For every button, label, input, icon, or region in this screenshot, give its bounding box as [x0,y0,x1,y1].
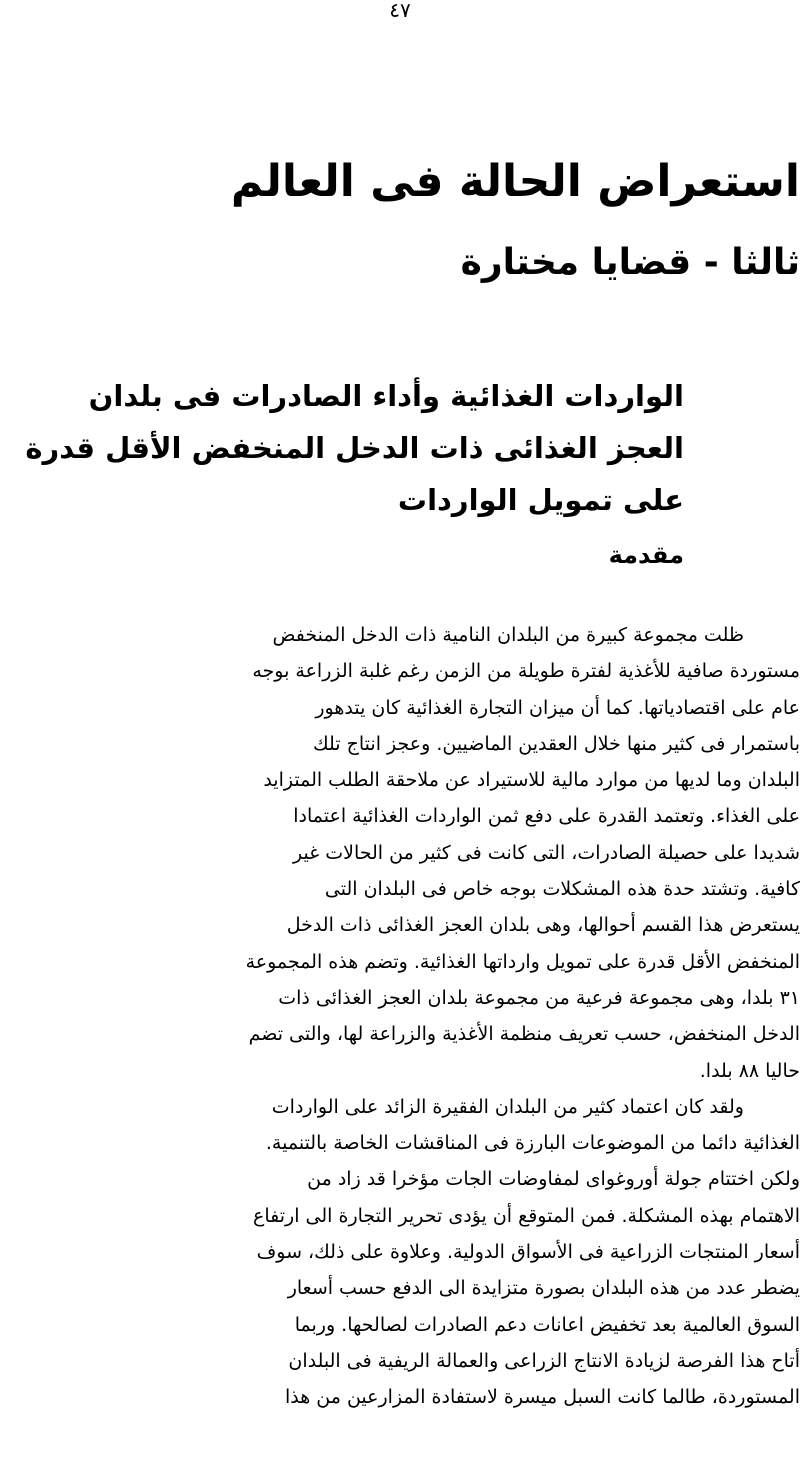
body-text [0,617,800,1416]
text-line: شديدا على حصيلة الصادرات، التى كانت فى كثير من الحالات غير [293,841,800,864]
text-line: عام على اقتصادياتها. كما أن ميزان التجارة الغذائية كان يتدهور [315,696,800,719]
text-line: ٣١ بلدا، وهى مجموعة فرعية من مجموعة بلدان العجز الغذائى ذات [278,986,800,1009]
text-line: المستوردة، طالما كانت السبل ميسرة لاستفادة المزارعين من هذا [284,1386,800,1409]
text-line: المنخفض الأقل قدرة على تمويل وارداتها الغذائية. وتضم هذه المجموعة [245,950,800,973]
text-line: البلدان وما لديها من موارد مالية للاستيراد عن ملاحقة الطلب المتزايد [263,769,800,792]
text-line: السوق العالمية بعد تخفيض اعانات دعم الصادرات لصالحها. وربما [294,1313,800,1336]
paragraph-first-line: ظلت مجموعة كبيرة من البلدان النامية ذات الدخل المنخفض [272,624,744,646]
text-line: الغذائية دائما من الموضوعات البارزة فى المناقشات الخاصة بالتنمية. [265,1132,800,1155]
text-line: يضطر عدد من هذه البلدان بصورة متزايدة الى الدفع حسب أسعار [287,1277,800,1300]
article-title-line: على تمويل الواردات [397,483,684,517]
paragraph-first-line: ولقد كان اعتماد كثير من البلدان الفقيرة الزائد على الواردات [271,1095,744,1118]
text-line: يستعرض هذا القسم أحوالها، وهى بلدان العجز الغذائى ذات الدخل [286,914,800,937]
article-title-line: العجز الغذائى ذات الدخل المنخفض الأقل قدرة [25,431,684,465]
intro-heading: مقدمة [608,541,684,569]
section-title: استعراض الحالة فى العالم [230,156,800,207]
text-line: ولكن اختتام جولة أوروغواى لمفاوضات الجات مؤخرا قد زاد من [307,1168,800,1191]
text-line: أسعار المنتجات الزراعية فى الأسواق الدولية. وعلاوة على ذلك، سوف [256,1241,800,1264]
article-title [25,370,684,526]
article-title-line: الواردات الغذائية وأداء الصادرات فى بلدان [88,379,684,413]
subsection-title: ثالثا - قضايا مختارة [460,242,800,283]
text-line: الاهتمام بهذه المشكلة. فمن المتوقع أن يؤدى تحرير التجارة الى ارتفاع [253,1204,800,1227]
text-line: على الغذاء. وتعتمد القدرة على دفع ثمن الواردات الغذائية اعتمادا [293,805,800,828]
text-line: مستوردة صافية للأغذية لفترة طويلة من الزمن رغم غلبة الزراعة بوجه [252,660,800,683]
text-line: الدخل المنخفض، حسب تعريف منظمة الأغذية والزراعة لها، والتى تضم [248,1023,800,1046]
text-line: باستمرار فى كثير منها خلال العقدين الماضيين. وعجز انتاج تلك [313,732,800,755]
page-number: ٤٧ [389,0,411,22]
text-line: كافية. وتشتد حدة هذه المشكلات بوجه خاص فى البلدان التى [324,878,800,901]
paragraph-last-line: حاليا ٨٨ بلدا. [699,1059,800,1082]
text-line: أتاح هذا الفرصة لزيادة الانتاج الزراعى والعمالة الريفية فى البلدان [288,1349,800,1372]
